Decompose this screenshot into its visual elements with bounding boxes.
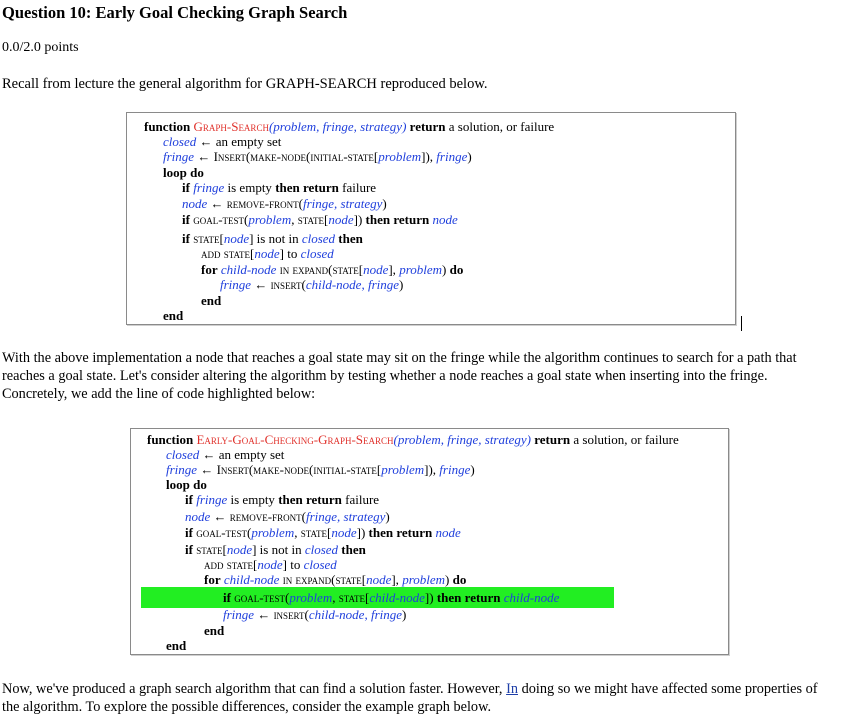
algo2-line-3: fringe ← Insert(make-node(initial-state[problem]), fringe) [166,462,475,477]
algo2-line-5: if fringe is empty then return failure [185,492,380,507]
algo2-line-11: if goal-test(problem, state[child-node]) then return child-node [223,590,560,605]
algo2-line-13: end [204,623,225,638]
algo2-line-6: node ← remove-front(fringe, strategy) [185,509,390,524]
in-link[interactable]: In [506,681,518,697]
algo2-line-8: if state[node] is not in closed then [185,542,366,557]
paragraph-2-line-1: With the above implementation a node that reaches a goal state may sit on the fringe while the algorithm continues to search for a path that [2,350,797,366]
algo1-line-1: function Graph-Search(problem, fringe, strategy) return a solution, or failure [144,119,555,134]
algo2-line-9: add state[node] to closed [204,557,337,572]
algo1-line-6: node ← remove-front(fringe, strategy) [182,196,387,211]
algo1-line-9: add state[node] to closed [201,246,334,261]
graph-search-algorithm-box [126,112,736,325]
algo1-line-4: loop do [163,165,204,180]
text-cursor [741,316,742,331]
intro-text: Recall from lecture the general algorithm for GRAPH-SEARCH reproduced below. [2,76,488,92]
algo1-line-13: end [163,308,184,323]
early-goal-checking-algorithm-box [130,428,729,655]
algo1-line-5: if fringe is empty then return failure [182,180,377,195]
algo2-line-14: end [166,638,187,653]
algo1-line-8: if state[node] is not in closed then [182,231,363,246]
algo2-line-7: if goal-test(problem, state[node]) then return node [185,525,461,540]
algo1-line-3: fringe ← Insert(make-node(initial-state[problem]), fringe) [163,149,472,164]
algo2-line-2: closed ← an empty set [166,447,285,462]
algo2-line-4: loop do [166,477,207,492]
paragraph-3 [2,680,862,716]
algo1-line-7: if goal-test(problem, state[node]) then return node [182,212,458,227]
algo2-line-1: function Early-Goal-Checking-Graph-Search(problem, fringe, strategy) return a solution, or failure [147,432,679,447]
paragraph-2 [2,349,862,403]
question-title: Question 10: Early Goal Checking Graph Search [2,3,348,22]
algo1-line-10: for child-node in expand(state[node], problem) do [201,262,464,277]
algo2-line-10: for child-node in expand(state[node], problem) do [204,572,467,587]
points-score: 0.0/2.0 points [2,40,79,55]
algo2-line-12: fringe ← insert(child-node, fringe) [223,607,407,622]
algo1-line-2: closed ← an empty set [163,134,282,149]
paragraph-2-line-3: Concretely, we add the line of code highlighted below: [2,386,316,402]
paragraph-2-line-2: reaches a goal state. Let's consider altering the algorithm by testing whether a node reaches a goal state when inserting into the fringe. [2,368,768,384]
algo1-line-11: fringe ← insert(child-node, fringe) [220,277,404,292]
algo1-line-12: end [201,293,222,308]
paragraph-3-line-2: the algorithm. To explore the possible differences, consider the example graph below. [2,699,492,715]
paragraph-3-line-1: Now, we've produced a graph search algorithm that can find a solution faster. However, In doing so we might have affected some properties of [2,681,818,697]
